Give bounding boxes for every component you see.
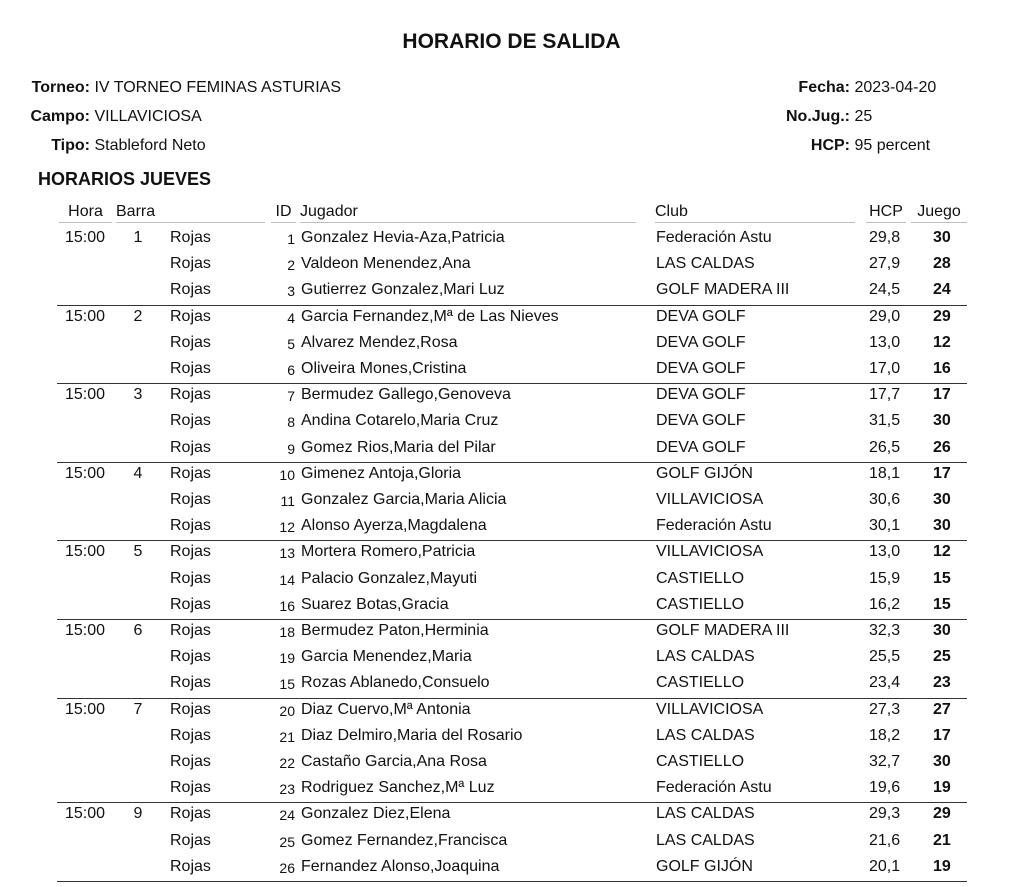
player-name-cell: Gonzalez Diez,Elena [301, 805, 451, 823]
fecha-label: Fecha: [798, 79, 850, 96]
id-cell: 5 [287, 335, 295, 352]
player-name-cell: Gimenez Antoja,Gloria [301, 464, 462, 482]
tipo-label: Tipo: [51, 137, 90, 154]
id-cell: 25 [279, 833, 295, 850]
hcp-cell: 26,5 [869, 438, 901, 456]
juego-cell: 30 [933, 753, 951, 770]
table-row [57, 697, 967, 723]
table-row [57, 356, 967, 382]
id-cell: 23 [279, 781, 295, 798]
club-cell: VILLAVICIOSA [656, 491, 764, 508]
hcp-cell: 29,3 [869, 805, 901, 823]
meta-torneo [0, 79, 341, 97]
id-cell: 4 [287, 309, 295, 326]
juego-cell: 12 [933, 333, 951, 351]
hora-cell: 15:00 [65, 700, 106, 718]
tee-cell: Rojas [170, 595, 211, 613]
juego-cell: 30 [933, 412, 951, 430]
tee-cell: Rojas [170, 307, 211, 325]
player-name-cell: Suarez Botas,Gracia [301, 595, 449, 613]
barra-cell: 5 [133, 543, 143, 561]
table-row [57, 225, 967, 251]
juego-cell: 23 [933, 674, 951, 692]
page-title: HORARIO DE SALIDA [402, 30, 621, 53]
hcp-cell: 30,6 [869, 491, 901, 508]
hcp-label: HCP: [810, 137, 850, 154]
hcp-cell: 27,3 [869, 700, 901, 718]
juego-cell: 29 [933, 805, 951, 823]
hora-cell: 15:00 [65, 543, 106, 561]
id-cell: 2 [287, 257, 295, 274]
id-cell: 21 [279, 728, 295, 745]
table-row [57, 801, 967, 827]
juego-cell: 17 [933, 726, 951, 744]
tee-cell: Rojas [170, 753, 211, 770]
tee-cell: Rojas [170, 805, 211, 823]
hcp-value: 95 percent [854, 137, 931, 154]
club-cell: Federación Astu [656, 517, 772, 535]
barra-cell: 4 [133, 464, 143, 482]
player-name-cell: Castaño Garcia,Ana Rosa [301, 753, 487, 770]
player-name-cell: Rodriguez Sanchez,Mª Luz [301, 779, 495, 797]
club-cell: Federación Astu [656, 229, 772, 246]
id-cell: 18 [279, 624, 295, 640]
club-cell: DEVA GOLF [656, 333, 746, 351]
juego-cell: 12 [933, 543, 951, 561]
hcp-cell: 13,0 [869, 333, 901, 351]
tee-cell: Rojas [170, 229, 211, 246]
club-cell: GOLF GIJÓN [656, 857, 753, 875]
col-jugador: Jugador [300, 203, 636, 223]
hcp-cell: 27,9 [869, 255, 901, 273]
id-cell: 3 [287, 283, 295, 300]
juego-cell: 30 [933, 622, 951, 639]
juego-cell: 15 [933, 569, 951, 587]
table-row [57, 487, 967, 513]
table-row [57, 304, 967, 330]
id-cell: 12 [279, 519, 295, 536]
barra-cell: 7 [133, 700, 143, 718]
player-name-cell: Valdeon Menendez,Ana [301, 255, 471, 273]
hcp-cell: 17,0 [869, 360, 901, 377]
id-cell: 15 [279, 676, 295, 693]
col-juego: Juego [911, 203, 967, 223]
tee-cell: Rojas [170, 517, 211, 535]
table-row [57, 330, 967, 356]
hcp-cell: 13,0 [869, 543, 901, 561]
juego-cell: 30 [933, 517, 951, 535]
player-name-cell: Andina Cotarelo,Maria Cruz [301, 412, 499, 430]
id-cell: 20 [279, 702, 295, 719]
meta-hcp [760, 137, 930, 155]
club-cell: DEVA GOLF [656, 307, 746, 325]
juego-cell: 19 [933, 857, 951, 875]
club-cell: LAS CALDAS [656, 805, 755, 823]
table-row [57, 408, 967, 434]
id-cell: 16 [279, 597, 295, 614]
barra-cell: 3 [133, 386, 143, 404]
club-cell: LAS CALDAS [656, 831, 755, 849]
club-cell: DEVA GOLF [656, 360, 746, 377]
juego-cell: 30 [933, 491, 951, 508]
table-row [57, 618, 967, 644]
hcp-cell: 21,6 [869, 831, 901, 849]
hora-cell: 15:00 [65, 229, 106, 246]
hcp-cell: 31,5 [869, 412, 901, 430]
player-name-cell: Gonzalez Hevia-Aza,Patricia [301, 229, 505, 246]
table-row [57, 723, 967, 749]
juego-cell: 30 [933, 229, 951, 246]
club-cell: CASTIELLO [656, 595, 745, 613]
table-row [57, 828, 967, 854]
meta-campo [0, 108, 202, 126]
hcp-cell: 32,3 [869, 622, 901, 639]
hora-cell: 15:00 [65, 386, 106, 404]
player-name-cell: Gonzalez Garcia,Maria Alicia [301, 491, 507, 508]
tee-cell: Rojas [170, 438, 211, 456]
juego-cell: 27 [933, 700, 951, 718]
hcp-cell: 25,5 [869, 648, 901, 666]
tipo-value: Stableford Neto [94, 137, 206, 154]
nojug-value: 25 [854, 108, 873, 125]
club-cell: DEVA GOLF [656, 386, 746, 404]
id-cell: 26 [279, 859, 295, 876]
club-cell: DEVA GOLF [656, 438, 746, 456]
player-name-cell: Bermudez Gallego,Genoveva [301, 386, 511, 404]
juego-cell: 17 [933, 386, 951, 404]
nojug-label: No.Jug.: [786, 108, 850, 125]
player-name-cell: Diaz Delmiro,Maria del Rosario [301, 726, 523, 744]
hora-cell: 15:00 [65, 805, 106, 823]
id-cell: 11 [280, 493, 295, 509]
player-name-cell: Oliveira Mones,Cristina [301, 360, 467, 377]
meta-fecha [760, 79, 936, 97]
player-name-cell: Gutierrez Gonzalez,Mari Luz [301, 281, 505, 299]
juego-cell: 19 [933, 779, 951, 797]
juego-cell: 26 [933, 438, 951, 456]
barra-cell: 1 [133, 229, 143, 246]
juego-cell: 21 [933, 831, 951, 849]
id-cell: 1 [287, 231, 295, 247]
section-title: HORARIOS JUEVES [38, 169, 212, 189]
club-cell: VILLAVICIOSA [656, 543, 764, 561]
table-row [57, 251, 967, 277]
tee-cell: Rojas [170, 386, 211, 404]
torneo-label: Torneo: [31, 79, 90, 96]
club-cell: GOLF MADERA III [656, 622, 790, 639]
table-row [57, 775, 967, 801]
club-cell: LAS CALDAS [656, 726, 755, 744]
col-id: ID [271, 203, 296, 223]
player-name-cell: Palacio Gonzalez,Mayuti [301, 569, 478, 587]
player-name-cell: Rozas Ablanedo,Consuelo [301, 674, 490, 692]
id-cell: 24 [279, 807, 295, 824]
fecha-value: 2023-04-20 [854, 79, 937, 96]
barra-cell: 6 [133, 622, 143, 639]
player-name-cell: Gomez Fernandez,Francisca [301, 831, 508, 849]
player-name-cell: Bermudez Paton,Herminia [301, 622, 489, 639]
table-row [57, 644, 967, 670]
hora-cell: 15:00 [65, 307, 106, 325]
tee-cell: Rojas [170, 648, 211, 666]
hora-cell: 15:00 [65, 622, 106, 639]
col-club: Club [655, 203, 855, 223]
table-row [57, 566, 967, 592]
hcp-cell: 24,5 [869, 281, 901, 299]
player-name-cell: Alvarez Mendez,Rosa [301, 333, 458, 351]
tee-cell: Rojas [170, 543, 211, 561]
barra-cell: 9 [133, 805, 143, 823]
tee-cell: Rojas [170, 255, 211, 273]
id-cell: 8 [287, 414, 295, 431]
tee-cell: Rojas [170, 674, 211, 692]
col-hora: Hora [59, 203, 112, 223]
club-cell: LAS CALDAS [656, 255, 755, 273]
hcp-cell: 29,0 [869, 307, 901, 325]
club-cell: VILLAVICIOSA [656, 700, 764, 718]
hcp-cell: 20,1 [869, 857, 901, 875]
hcp-cell: 19,6 [869, 779, 901, 797]
hcp-cell: 18,1 [869, 464, 901, 482]
tee-cell: Rojas [170, 569, 211, 587]
tee-cell: Rojas [170, 831, 211, 849]
tee-cell: Rojas [170, 779, 211, 797]
club-cell: Federación Astu [656, 779, 772, 797]
hora-cell: 15:00 [65, 464, 106, 482]
table-row [57, 382, 967, 408]
id-cell: 6 [287, 362, 295, 378]
campo-value: VILLAVICIOSA [94, 108, 202, 125]
hcp-cell: 29,8 [869, 229, 901, 246]
table-row [57, 670, 967, 696]
player-name-cell: Diaz Cuervo,Mª Antonia [301, 700, 471, 718]
table-row [57, 854, 967, 880]
table-row [57, 592, 967, 618]
id-cell: 10 [279, 466, 295, 483]
juego-cell: 24 [933, 281, 951, 299]
juego-cell: 15 [933, 595, 951, 613]
hcp-cell: 32,7 [869, 753, 901, 770]
tee-cell: Rojas [170, 622, 211, 639]
player-name-cell: Gomez Rios,Maria del Pilar [301, 438, 496, 456]
hcp-cell: 30,1 [869, 517, 901, 535]
campo-label: Campo: [30, 108, 90, 125]
tee-cell: Rojas [170, 491, 211, 508]
id-cell: 13 [279, 545, 295, 562]
club-cell: LAS CALDAS [656, 648, 755, 666]
hcp-cell: 17,7 [869, 386, 901, 404]
tee-cell: Rojas [170, 857, 211, 875]
player-name-cell: Fernandez Alonso,Joaquina [301, 857, 500, 875]
player-name-cell: Garcia Fernandez,Mª de Las Nieves [301, 307, 559, 325]
id-cell: 9 [287, 440, 295, 457]
meta-tipo [0, 137, 206, 155]
hcp-cell: 23,4 [869, 674, 901, 692]
juego-cell: 16 [933, 360, 951, 377]
club-cell: GOLF MADERA III [656, 281, 790, 299]
tee-cell: Rojas [170, 281, 211, 299]
club-cell: GOLF GIJÓN [656, 464, 753, 482]
hcp-cell: 15,9 [869, 569, 901, 587]
barra-cell: 2 [133, 307, 143, 325]
table-row [57, 749, 967, 775]
tee-cell: Rojas [170, 333, 211, 351]
club-cell: DEVA GOLF [656, 412, 746, 430]
player-name-cell: Mortera Romero,Patricia [301, 543, 476, 561]
tee-cell: Rojas [170, 412, 211, 430]
club-cell: CASTIELLO [656, 753, 745, 770]
tee-cell: Rojas [170, 360, 211, 377]
meta-nojug [760, 108, 872, 126]
torneo-value: IV TORNEO FEMINAS ASTURIAS [94, 79, 342, 96]
group-separator [57, 881, 967, 882]
hcp-cell: 18,2 [869, 726, 901, 744]
juego-cell: 25 [933, 648, 951, 666]
player-name-cell: Alonso Ayerza,Magdalena [301, 517, 487, 535]
juego-cell: 28 [933, 255, 951, 273]
hcp-cell: 16,2 [869, 595, 901, 613]
tee-cell: Rojas [170, 700, 211, 718]
table-row [57, 277, 967, 303]
club-cell: CASTIELLO [656, 569, 745, 587]
col-barra: Barra [116, 203, 265, 223]
id-cell: 19 [279, 650, 295, 667]
id-cell: 7 [287, 388, 295, 405]
id-cell: 22 [279, 755, 295, 771]
id-cell: 14 [279, 571, 295, 588]
col-hcp: HCP [866, 203, 906, 223]
juego-cell: 29 [933, 307, 951, 325]
table-row [57, 435, 967, 461]
table-row [57, 539, 967, 565]
club-cell: CASTIELLO [656, 674, 745, 692]
tee-cell: Rojas [170, 464, 211, 482]
tee-cell: Rojas [170, 726, 211, 744]
table-row [57, 513, 967, 539]
player-name-cell: Garcia Menendez,Maria [301, 648, 472, 666]
table-row [57, 461, 967, 487]
juego-cell: 17 [933, 464, 951, 482]
